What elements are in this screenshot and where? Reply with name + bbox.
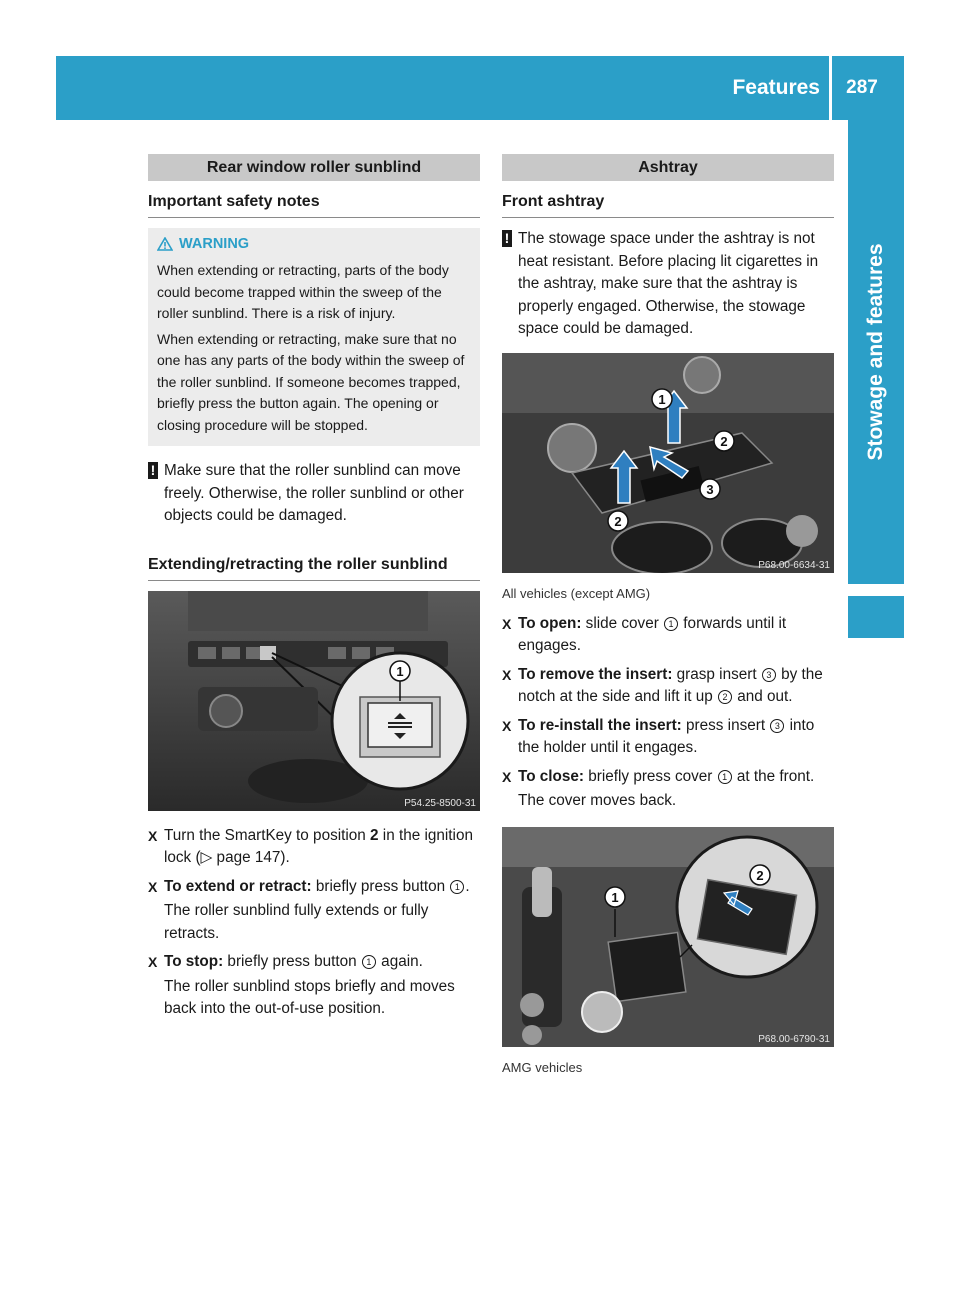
step-turn-smartkey xyxy=(148,825,480,870)
step-text: in the ignition lock (▷ page 147). xyxy=(164,826,473,866)
step-text: press insert xyxy=(681,716,770,734)
callout-marker: 1 xyxy=(362,955,376,969)
svg-text:3: 3 xyxy=(706,481,714,497)
warning-paragraph-1: When extending or retracting, parts of the body could become trapped within the sweep of the roller sunblind. There is a risk of injury. xyxy=(157,262,449,321)
step-text: . xyxy=(465,877,470,895)
x-bullet-icon: X xyxy=(502,768,512,785)
step-remove-insert xyxy=(502,664,834,709)
figure-sunblind-button xyxy=(148,591,480,811)
step-text: forwards until it engages. xyxy=(518,614,787,654)
warning-paragraph-2: When extending or retracting, make sure that no one has any parts of the body within the sweep of the roller sunblind. If someone becomes trapped, briefly press the button again. The opening or closing procedure will be stopped. xyxy=(157,330,465,433)
figure-ref: P54.25-8500-31 xyxy=(404,797,476,809)
figure-amg-ashtray xyxy=(502,827,834,1047)
svg-text:2: 2 xyxy=(614,513,622,529)
x-bullet-icon: X xyxy=(502,717,512,734)
figure-front-ashtray xyxy=(502,353,834,573)
section-title-ashtray: Ashtray xyxy=(502,154,834,181)
note-heat-resistant xyxy=(502,228,834,341)
section-title-roller-sunblind: Rear window roller sunblind xyxy=(148,154,480,181)
step-label: To open: xyxy=(518,614,582,632)
figure-ref: P68.00-6790-31 xyxy=(758,1033,830,1045)
step-text: into the holder until it engages. xyxy=(518,716,815,756)
page-number: 287 xyxy=(846,77,878,98)
step-text: briefly press button xyxy=(223,953,361,970)
step-text: Turn the SmartKey to position xyxy=(164,826,371,844)
step-label: To remove the insert: xyxy=(518,665,673,683)
exclamation-icon: ! xyxy=(502,230,512,247)
callout-marker: 2 xyxy=(718,690,732,704)
svg-text:2: 2 xyxy=(720,433,728,449)
caption-amg-vehicles: AMG vehicles xyxy=(502,1059,583,1075)
note-text: Make sure that the roller sunblind can move freely. Otherwise, the roller sunblind or other objects could be damaged. xyxy=(164,462,464,524)
callout-marker: 1 xyxy=(718,770,732,784)
step-text: again. xyxy=(376,953,423,970)
x-bullet-icon: X xyxy=(502,615,512,632)
step-result: The cover moves back. xyxy=(518,792,677,809)
exclamation-icon: ! xyxy=(148,462,158,479)
caption-all-vehicles: All vehicles (except AMG) xyxy=(502,585,651,601)
subheading-safety-notes: Important safety notes xyxy=(148,181,480,218)
step-label: To stop: xyxy=(164,953,224,970)
note-roller-free xyxy=(148,460,480,528)
step-extend-retract xyxy=(148,876,480,946)
side-tab-marker xyxy=(848,596,904,638)
callout-marker: 3 xyxy=(770,719,784,733)
x-bullet-icon: X xyxy=(148,954,158,970)
step-text: by the notch at the side and lift it up xyxy=(518,665,823,705)
figure-ref: P68.00-6634-31 xyxy=(758,559,830,571)
step-text: briefly press cover xyxy=(584,767,717,785)
svg-text:1: 1 xyxy=(396,663,404,679)
step-reinstall-insert xyxy=(502,715,834,760)
ashtray-console-illustration xyxy=(502,353,834,573)
amg-console-illustration xyxy=(502,827,834,1047)
subheading-extend-retract: Extending/retracting the roller sunblind xyxy=(148,544,480,581)
warning-triangle-icon xyxy=(157,237,173,251)
x-bullet-icon: X xyxy=(502,666,512,683)
left-column xyxy=(148,154,480,1021)
warning-box xyxy=(148,228,480,446)
step-text: briefly press button xyxy=(311,877,450,895)
x-bullet-icon: X xyxy=(148,878,158,895)
x-bullet-icon: X xyxy=(148,827,158,844)
step-result: The roller sunblind stops briefly and moves back into the out-of-use position. xyxy=(164,977,455,1017)
step-result: The roller sunblind fully extends or fully retracts. xyxy=(164,902,429,942)
header-title: Features xyxy=(732,76,820,99)
svg-text:1: 1 xyxy=(658,391,666,407)
step-text: and out. xyxy=(733,688,793,705)
step-text: at the front. xyxy=(732,767,815,785)
position-number: 2 xyxy=(370,826,379,844)
step-close xyxy=(502,766,834,813)
svg-text:1: 1 xyxy=(611,889,619,905)
note-text: The stowage space under the ashtray is not heat resistant. Before placing lit cigarettes in the ashtray, make sure that the ashtray is properly engaged. Otherwise, the stowage space could be damaged. xyxy=(518,230,819,337)
step-text: slide cover xyxy=(581,614,664,632)
step-text: grasp insert xyxy=(672,665,761,683)
svg-text:2: 2 xyxy=(756,867,764,883)
step-stop xyxy=(148,951,480,1021)
callout-marker: 1 xyxy=(450,880,464,894)
side-tab-label: Stowage and features xyxy=(864,243,887,461)
right-column xyxy=(502,154,834,1077)
step-open xyxy=(502,613,834,658)
callout-marker: 3 xyxy=(762,668,776,682)
sunblind-console-illustration xyxy=(148,591,480,811)
callout-marker: 1 xyxy=(664,617,678,631)
step-label: To extend or retract: xyxy=(164,877,312,895)
warning-title xyxy=(157,232,471,256)
warning-title-text: WARNING xyxy=(179,236,250,252)
subheading-front-ashtray: Front ashtray xyxy=(502,181,834,218)
step-label: To close: xyxy=(518,767,585,785)
step-label: To re-install the insert: xyxy=(518,716,682,734)
